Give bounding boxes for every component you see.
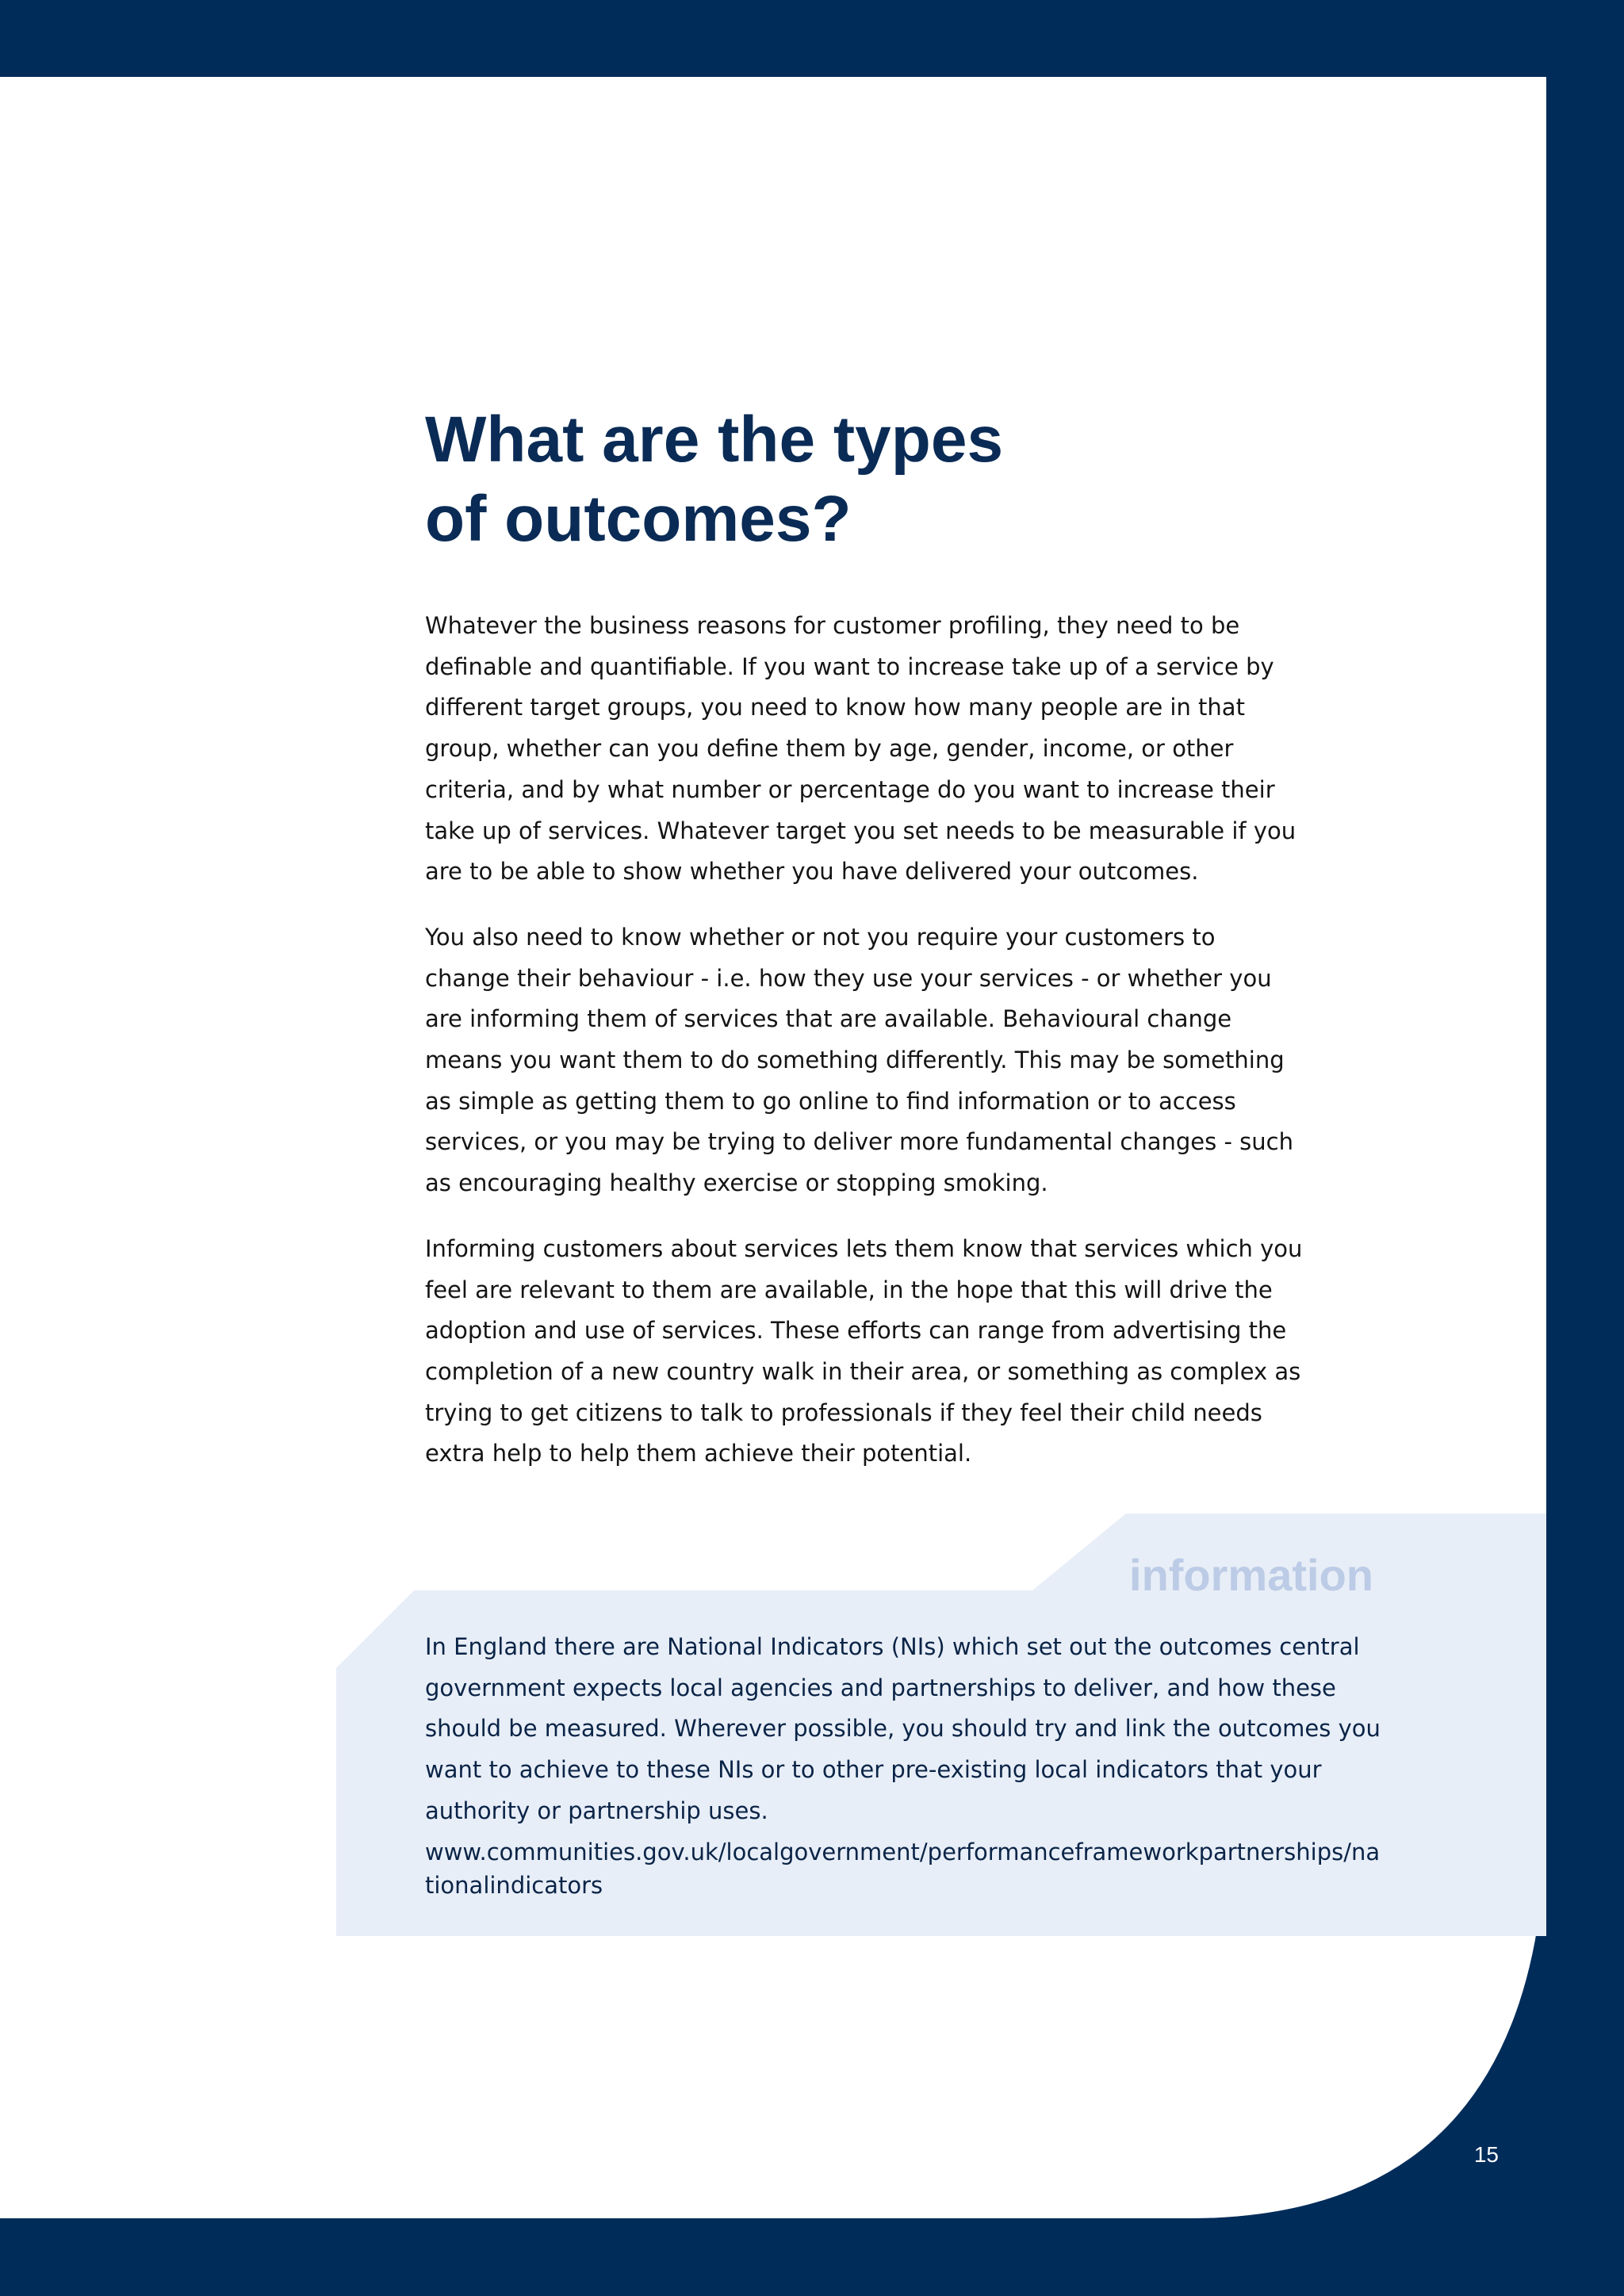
info-box-label: information	[1129, 1550, 1373, 1600]
page-number: 15	[1473, 2142, 1499, 2167]
page-title	[425, 400, 1139, 559]
page-title-line-1: What are the types	[425, 404, 1004, 476]
info-box-content	[425, 1627, 1388, 1902]
body-text	[425, 606, 1305, 1499]
paragraph-1: Whatever the business reasons for customer profiling, they need to be definable and quantifiable. If you want to increase take up of a service by different target groups, you need to know how many people are in that group, whether can you define them by age, gender, income, or other criteria, and by what number or percentage do you want to increase their take up of services. Whatever target you set needs to be measurable if you are to be able to show whether you have delivered your outcomes.	[425, 612, 1297, 886]
page-title-line-2: of outcomes?	[425, 483, 852, 555]
paragraph-2: You also need to know whether or not you require your customers to change their behaviour - i.e. how they use your services - or whether you are informing them of services that are available. Behavioural change means you want them to do something differently. This may be something as simple as getting them to go online to find information or to access services, or you may be trying to deliver more fundamental changes - such as encouraging healthy exercise or stopping smoking.	[425, 923, 1293, 1197]
info-box-text: In England there are National Indicators (NIs) which set out the outcomes central government expects local agencies and partnerships to deliver, and how these should be measured. Wherever possible, you should try and link the outcomes you want to achieve to these NIs or to other pre-existing local indicators that your authority or partnership uses.	[425, 1633, 1381, 1824]
info-box-link[interactable]: www.communities.gov.uk/localgovernment/performanceframeworkpartnerships/nationalindicators	[425, 1838, 1381, 1899]
paragraph-3: Informing customers about services lets them know that services which you feel are relevant to them are available, in the hope that this will drive the adoption and use of services. These efforts can range from advertising the completion of a new country walk in their area, or something as complex as trying to get citizens to talk to professionals if they feel their child needs extra help to help them achieve their potential.	[425, 1234, 1303, 1468]
